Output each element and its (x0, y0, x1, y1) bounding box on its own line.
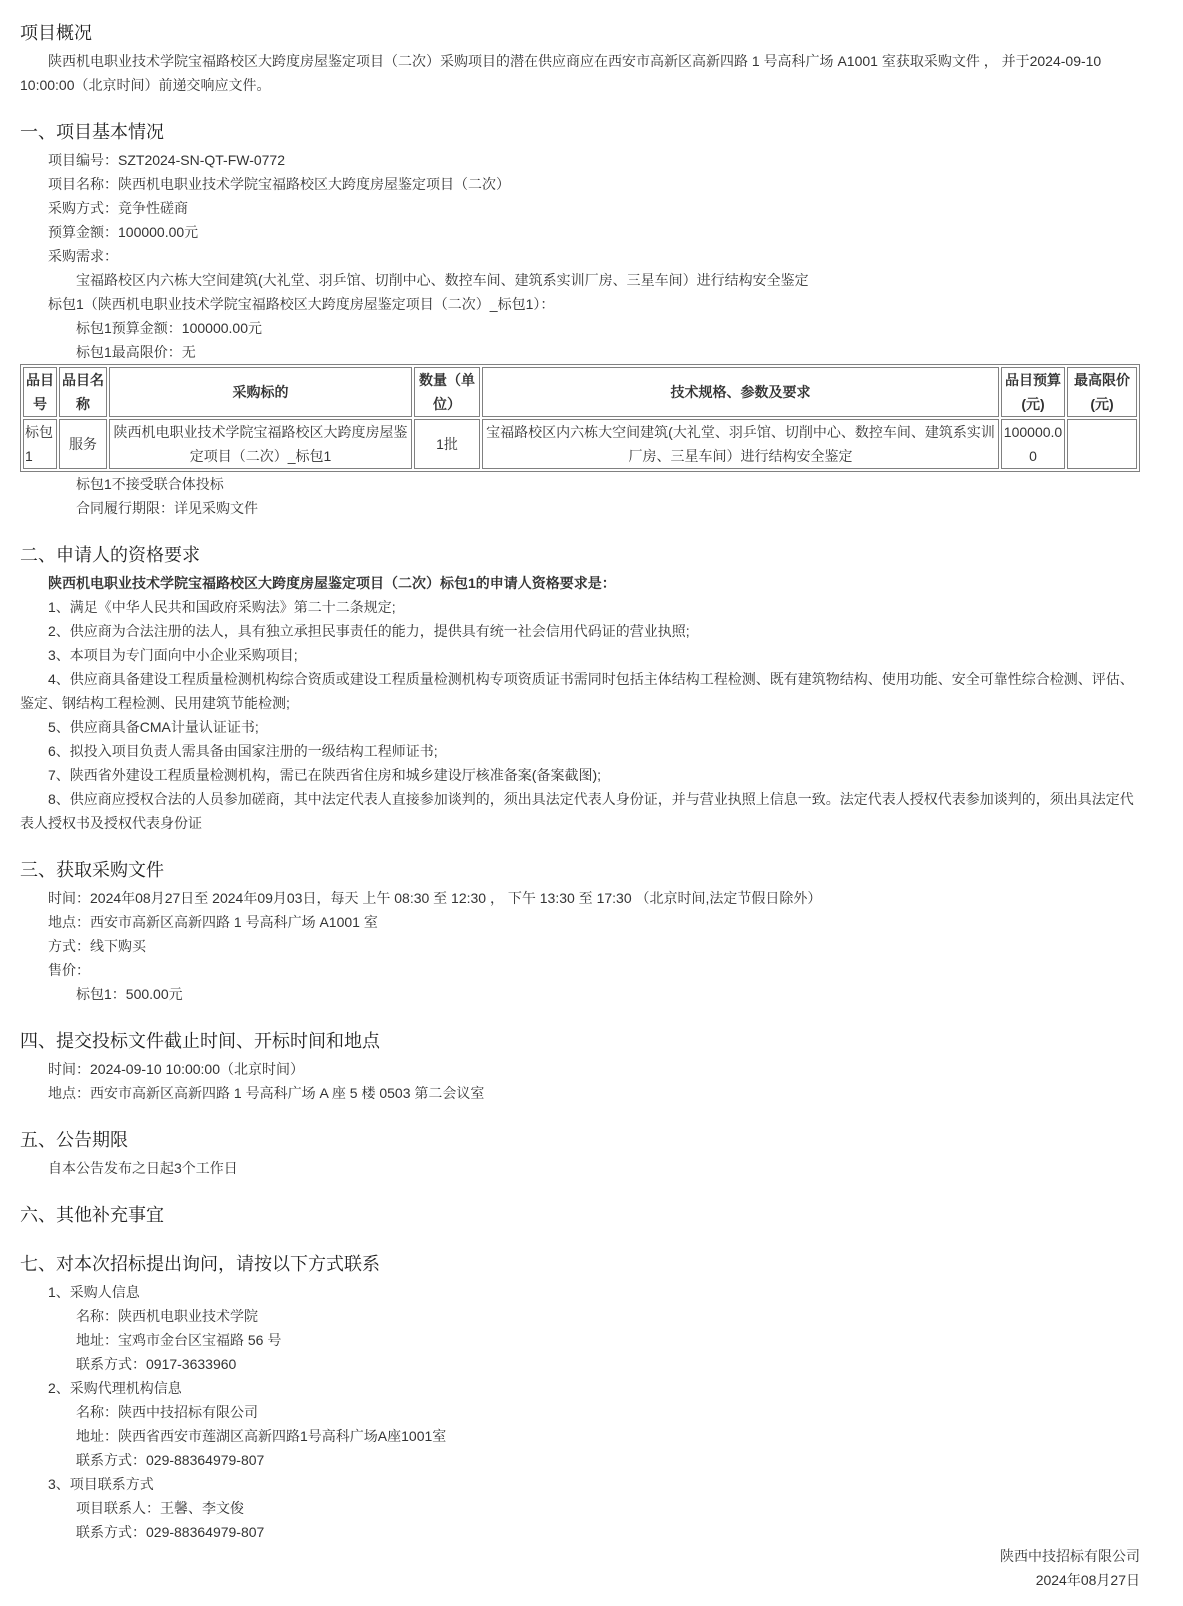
agency-address-value: 陕西省西安市莲湖区高新四路1号高科广场A座1001室 (118, 1428, 447, 1444)
qualification-item-4: 4、供应商具备建设工程质量检测机构综合资质或建设工程质量检测机构专项资质证书需同时包括主体结构工程检测、既有建筑物结构、使用功能、安全可靠性综合检测、评估、鉴定、钢结构工程检测、民用建筑节能检测; (20, 671, 1134, 711)
lot-items-table (20, 364, 1140, 472)
contact-title: 七、对本次招标提出询问，请按以下方式联系 (20, 1254, 380, 1274)
purchaser-address (20, 1328, 1140, 1352)
agency-address-label: 地址： (76, 1428, 118, 1444)
agency-name-value: 陕西中技招标有限公司 (118, 1404, 258, 1420)
project-number-value: SZT2024-SN-QT-FW-0772 (118, 152, 286, 168)
cell-quantity: 1批 (414, 419, 480, 469)
overview-title: 项目概况 (20, 23, 92, 43)
lot-budget (20, 316, 1140, 340)
table-row (23, 419, 1137, 469)
contract-period (20, 496, 1140, 520)
agency-phone-value: 029-88364979-807 (146, 1452, 265, 1468)
lot-price-label: 标包1： (76, 986, 126, 1002)
agency-name-label: 名称： (76, 1404, 118, 1420)
contract-period-value: 详见采购文件 (174, 500, 258, 516)
purchaser-address-value: 宝鸡市金台区宝福路 56 号 (118, 1332, 282, 1348)
budget (20, 220, 1140, 244)
project-contact-phone (20, 1520, 1140, 1544)
header-item-name: 品目名称 (59, 367, 107, 417)
qualification-item-5: 5、供应商具备CMA计量认证证书; (48, 719, 259, 735)
header-subject: 采购标的 (109, 367, 412, 417)
project-contact-phone-value: 029-88364979-807 (146, 1524, 265, 1540)
overview-text: 陕西机电职业技术学院宝福路校区大跨度房屋鉴定项目（二次）采购项目的潜在供应商应在西安市高新区高新四路 1 号高科广场 A1001 室获取采购文件 ， 并于2024-09-10 10:00:00（北京时间）前递交响应文件。 (20, 53, 1102, 93)
contract-period-label: 合同履行期限： (76, 500, 174, 516)
project-contact-person (20, 1496, 1140, 1520)
qualification-item-7: 7、陕西省外建设工程质量检测机构，需已在陕西省住房和城乡建设厅核准备案(备案截图); (48, 767, 601, 783)
lot-price-value: 500.00元 (125, 986, 183, 1002)
submission-title: 四、提交投标文件截止时间、开标时间和地点 (20, 1031, 380, 1051)
obtain-method (20, 934, 1140, 958)
cell-specification: 宝福路校区内六栋大空间建筑(大礼堂、羽乒馆、切削中心、数控车间、建筑系实训厂房、三星车间）进行结构安全鉴定 (482, 419, 999, 469)
lot-price (20, 982, 1140, 1006)
header-max-price: 最高限价(元) (1067, 367, 1137, 417)
obtain-time-value: 2024年08月27日至 2024年09月03日，每天 上午 08:30 至 12:30 ， 下午 13:30 至 17:30 （北京时间,法定节假日除外） (90, 890, 822, 906)
budget-value: 100000.00元 (118, 224, 199, 240)
header-specification: 技术规格、参数及要求 (482, 367, 999, 417)
cell-item-budget: 100000.00 (1001, 419, 1065, 469)
submission-place-value: 西安市高新区高新四路 1 号高科广场 A 座 5 楼 0503 第二会议室 (90, 1085, 485, 1101)
project-number-label: 项目编号： (48, 152, 118, 168)
procurement-method-value: 竞争性磋商 (118, 200, 188, 216)
cell-subject: 陕西机电职业技术学院宝福路校区大跨度房屋鉴定项目（二次）_标包1 (109, 419, 412, 469)
submission-place-label: 地点： (48, 1085, 90, 1101)
notice-period-text: 自本公告发布之日起3个工作日 (48, 1160, 238, 1176)
qualification-item-8: 8、供应商应授权合法的人员参加磋商，其中法定代表人直接参加谈判的，须出具法定代表人身份证，并与营业执照上信息一致。法定代表人授权代表参加谈判的，须出具法定代表人授权书及授权代表身份证 (20, 791, 1134, 831)
project-contact-phone-label: 联系方式： (76, 1524, 146, 1540)
submission-place (20, 1081, 1140, 1105)
project-contact-heading: 3、项目联系方式 (48, 1476, 154, 1492)
project-contact-person-value: 王馨、李文俊 (160, 1500, 244, 1516)
header-item-number: 品目号 (23, 367, 57, 417)
project-name-value: 陕西机电职业技术学院宝福路校区大跨度房屋鉴定项目（二次） (118, 176, 510, 192)
project-name (20, 172, 1140, 196)
qualification-item-1: 1、满足《中华人民共和国政府采购法》第二十二条规定; (48, 599, 396, 615)
requirement-text: 宝福路校区内六栋大空间建筑(大礼堂、羽乒馆、切削中心、数控车间、建筑系实训厂房、三星车间）进行结构安全鉴定 (76, 272, 809, 288)
signature-date: 2024年08月27日 (1035, 1572, 1140, 1588)
cell-item-name: 服务 (59, 419, 107, 469)
header-item-budget: 品目预算(元) (1001, 367, 1065, 417)
qualification-item-2: 2、供应商为合法注册的法人，具有独立承担民事责任的能力，提供具有统一社会信用代码证的营业执照; (48, 623, 690, 639)
lot-max-price (20, 340, 1140, 364)
obtain-time-label: 时间： (48, 890, 90, 906)
qualification-intro: 陕西机电职业技术学院宝福路校区大跨度房屋鉴定项目（二次）标包1的申请人资格要求是： (48, 575, 616, 591)
lot-consortium-note: 标包1不接受联合体投标 (76, 476, 224, 492)
project-contact-person-label: 项目联系人： (76, 1500, 160, 1516)
qualification-item-6: 6、拟投入项目负责人需具备由国家注册的一级结构工程师证书; (48, 743, 438, 759)
signature-company: 陕西中技招标有限公司 (1000, 1548, 1140, 1564)
obtain-place-value: 西安市高新区高新四路 1 号高科广场 A1001 室 (90, 914, 378, 930)
purchaser-phone (20, 1352, 1140, 1376)
header-quantity: 数量（单位） (414, 367, 480, 417)
agency-phone (20, 1448, 1140, 1472)
procurement-method (20, 196, 1140, 220)
obtain-place (20, 910, 1140, 934)
submission-time-value: 2024-09-10 10:00:00（北京时间） (90, 1061, 304, 1077)
purchaser-phone-value: 0917-3633960 (146, 1356, 237, 1372)
lot-budget-label: 标包1预算金额： (76, 320, 182, 336)
agency-phone-label: 联系方式： (76, 1452, 146, 1468)
submission-time (20, 1057, 1140, 1081)
purchaser-name-label: 名称： (76, 1308, 118, 1324)
purchaser-name (20, 1304, 1140, 1328)
agency-address (20, 1424, 1140, 1448)
qualification-item-3: 3、本项目为专门面向中小企业采购项目; (48, 647, 298, 663)
cell-item-number: 标包1 (23, 419, 57, 469)
purchaser-address-label: 地址： (76, 1332, 118, 1348)
obtain-method-label: 方式： (48, 938, 90, 954)
basic-info-title: 一、项目基本情况 (20, 122, 164, 142)
lot-title: 标包1（陕西机电职业技术学院宝福路校区大跨度房屋鉴定项目（二次）_标包1）： (48, 296, 555, 312)
purchaser-heading: 1、采购人信息 (48, 1284, 140, 1300)
purchaser-name-value: 陕西机电职业技术学院 (118, 1308, 258, 1324)
cell-max-price (1067, 419, 1137, 469)
lot-max-price-value: 无 (181, 344, 196, 360)
requirement-label: 采购需求： (48, 248, 118, 264)
price-label: 售价： (48, 962, 90, 978)
obtain-place-label: 地点： (48, 914, 90, 930)
lot-budget-value: 100000.00元 (181, 320, 262, 336)
procurement-method-label: 采购方式： (48, 200, 118, 216)
qualification-title: 二、申请人的资格要求 (20, 545, 200, 565)
agency-name (20, 1400, 1140, 1424)
obtain-method-value: 线下购买 (90, 938, 146, 954)
agency-heading: 2、采购代理机构信息 (48, 1380, 182, 1396)
project-name-label: 项目名称： (48, 176, 118, 192)
project-number (20, 148, 1140, 172)
purchaser-phone-label: 联系方式： (76, 1356, 146, 1372)
submission-time-label: 时间： (48, 1061, 90, 1077)
other-matters-title: 六、其他补充事宜 (20, 1205, 164, 1225)
notice-period-title: 五、公告期限 (20, 1130, 128, 1150)
obtain-time (20, 886, 1140, 910)
table-header-row (23, 367, 1137, 417)
obtain-docs-title: 三、获取采购文件 (20, 860, 164, 880)
budget-label: 预算金额： (48, 224, 118, 240)
lot-max-price-label: 标包1最高限价： (76, 344, 182, 360)
